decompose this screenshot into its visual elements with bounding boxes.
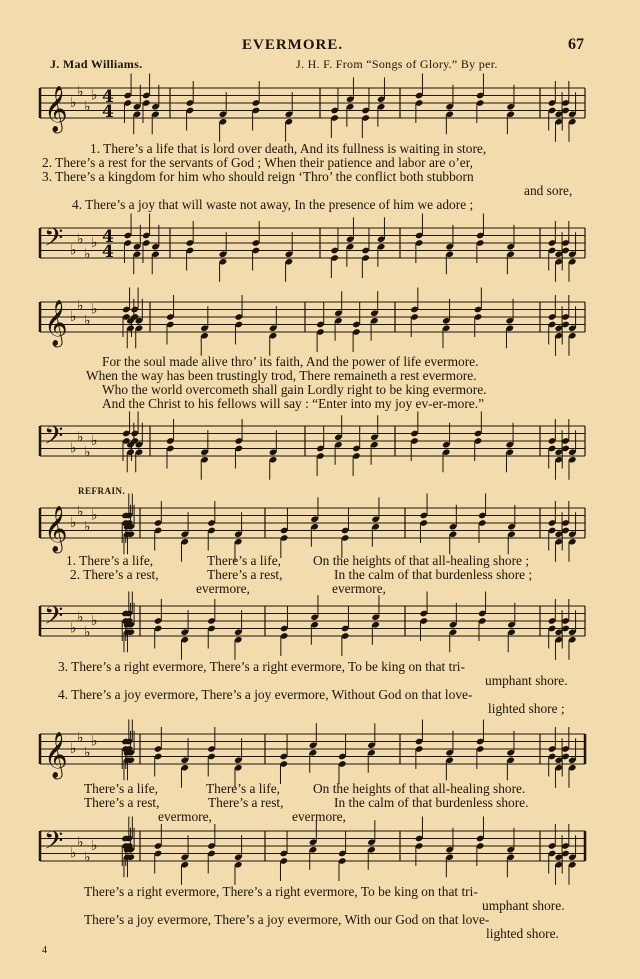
treble-clef-icon: 𝄞: [44, 86, 68, 132]
bass-clef-icon: 𝄢: [44, 223, 64, 259]
page-number: 67: [568, 36, 584, 53]
verse-line: When the way has been trustingly trod, There remaineth a rest evermore.: [86, 368, 477, 383]
treble-clef-icon: 𝄞: [44, 506, 68, 552]
bass-lyric: evermore,: [196, 581, 250, 596]
verse-line: 3. There’s a kingdom for him who should reign ‘Thro’ the conflict both stubborn: [42, 169, 474, 184]
final-verse: There’s a joy evermore, There’s a joy evermore, With our God on that love-: [84, 912, 490, 927]
final-lyric: On the heights of that all-healing shore.: [313, 781, 526, 796]
treble-clef-icon: 𝄞: [44, 300, 68, 346]
final-lyric: There’s a rest,: [208, 795, 284, 810]
verse-line: And the Christ to his fellows will say : “Enter into my joy ev-er-more.”: [102, 396, 485, 411]
flat-icon: ♭: [77, 503, 84, 520]
flat-icon: ♭: [70, 845, 77, 862]
treble-staff-1: [0, 80, 640, 140]
flat-icon: ♭: [84, 312, 91, 329]
treble-clef-icon: 𝄞: [44, 732, 68, 778]
flat-icon: ♭: [70, 309, 77, 325]
flat-icon: ♭: [70, 515, 77, 531]
bass-staff-1: [0, 220, 640, 280]
treble-staff-4: [0, 728, 640, 788]
refrain-verse: 3. There’s a right evermore, There’s a right evermore, To be king on that tri-: [58, 659, 465, 674]
final-verse: umphant shore.: [482, 898, 565, 913]
flat-icon: ♭: [91, 87, 98, 104]
bass-clef-icon: 𝄢: [44, 601, 64, 637]
bass-lyric: evermore,: [292, 809, 346, 824]
flat-icon: ♭: [84, 624, 91, 641]
flat-icon: ♭: [70, 741, 77, 757]
source-credit: J. H. F. From “Songs of Glory.” By per.: [296, 57, 498, 71]
refrain-lyric: 1. There’s a life,: [66, 553, 154, 568]
flat-icon: ♭: [84, 518, 91, 535]
flat-icon: ♭: [70, 440, 77, 457]
flat-icon: ♭: [77, 429, 84, 446]
flat-icon: ♭: [77, 297, 84, 314]
flat-icon: ♭: [77, 729, 84, 746]
refrain-lyric: 2. There’s a rest,: [70, 567, 159, 582]
flat-icon: ♭: [84, 849, 91, 866]
flat-icon: ♭: [84, 444, 91, 461]
composer-credit: J. Mad Williams.: [50, 57, 143, 71]
refrain-lyric: On the heights of that all-healing shore ;: [313, 553, 530, 568]
bass-clef-icon: 𝄢: [44, 826, 64, 862]
final-lyric: There’s a life,: [84, 781, 158, 796]
verse-line: and sore,: [524, 183, 573, 198]
flat-icon: ♭: [77, 834, 84, 851]
bass-clef-icon: 𝄢: [44, 421, 64, 457]
flat-icon: ♭: [91, 613, 98, 629]
flat-icon: ♭: [84, 744, 91, 761]
flat-icon: ♭: [77, 609, 84, 626]
refrain-lyric: There’s a life,: [207, 553, 281, 568]
flat-icon: ♭: [84, 98, 91, 115]
treble-staff-2: [0, 296, 640, 356]
final-lyric: There’s a life,: [206, 781, 280, 796]
flat-icon: ♭: [70, 620, 77, 637]
refrain-lyric: In the calm of that burdenless shore ;: [334, 567, 533, 582]
verse-line: 1. There’s a life that is lord over death, And its fullness is waiting in store,: [90, 141, 487, 156]
flat-icon: ♭: [77, 83, 84, 100]
flat-icon: ♭: [84, 246, 91, 263]
time-signature: 4: [102, 227, 114, 247]
footer-mark: 4: [42, 945, 47, 956]
flat-icon: ♭: [91, 301, 98, 318]
flat-icon: ♭: [91, 507, 98, 524]
final-verse: There’s a right evermore, There’s a right evermore, To be king on that tri-: [84, 884, 478, 899]
time-signature: 4: [102, 87, 114, 107]
verse-line: Who the world overcometh shall gain Lordly right to be king evermore.: [102, 382, 487, 397]
bass-lyric: evermore,: [332, 581, 386, 596]
flat-icon: ♭: [70, 95, 77, 111]
flat-icon: ♭: [91, 433, 98, 449]
time-signature: 4: [102, 102, 114, 122]
final-lyric: In the calm of that burdenless shore.: [334, 795, 529, 810]
bass-lyric: evermore,: [158, 809, 212, 824]
flat-icon: ♭: [91, 838, 98, 854]
flat-icon: ♭: [91, 733, 98, 750]
verse-line: 2. There’s a rest for the servants of God ; When their patience and labor are o’er,: [42, 155, 474, 170]
final-lyric: There’s a rest,: [84, 795, 160, 810]
bass-staff-2: [0, 420, 640, 480]
flat-icon: ♭: [91, 235, 98, 251]
refrain-verse: 4. There’s a joy evermore, There’s a joy evermore, Without God on that love-: [58, 687, 473, 702]
flat-icon: ♭: [77, 231, 84, 248]
refrain-label: REFRAIN.: [78, 486, 126, 496]
final-verse: lighted shore.: [486, 926, 559, 941]
page-title: EVERMORE.: [242, 37, 344, 53]
verse-line: 4. There’s a joy that will waste not away, In the presence of him we adore ;: [72, 197, 474, 212]
time-signature: 4: [102, 242, 114, 262]
refrain-verse: lighted shore ;: [488, 701, 565, 716]
refrain-verse: umphant shore.: [485, 673, 568, 688]
bass-staff-3: [0, 600, 640, 660]
flat-icon: ♭: [70, 242, 77, 259]
bass-staff-4: [0, 825, 640, 885]
refrain-lyric: There’s a rest,: [207, 567, 283, 582]
verse-line: For the soul made alive thro’ its faith, And the power of life evermore.: [102, 354, 479, 369]
